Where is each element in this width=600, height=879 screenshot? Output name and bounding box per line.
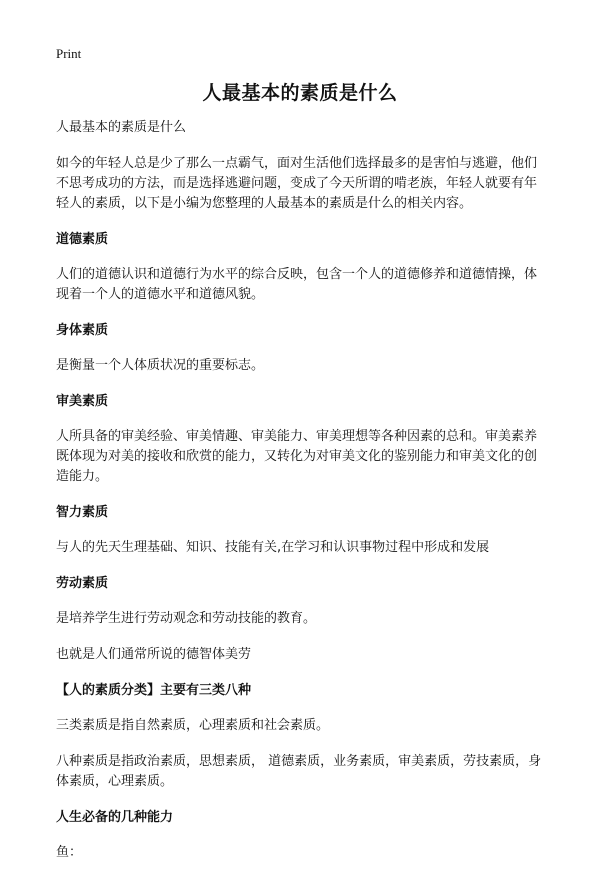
section-heading-intellectual: 智力素质 <box>56 505 109 520</box>
classification-heading: 【人的素质分类】主要有三类八种 <box>56 683 252 698</box>
section-text-intellectual: 与人的先天生理基础、知识、技能有关,在学习和认识事物过程中形成和发展 <box>56 540 490 555</box>
section-heading-moral: 道德素质 <box>56 232 109 247</box>
section-text-moral: 人们的道德认识和道德行为水平的综合反映，包含一个人的道德修养和道德情操，体现着一个人的道德水平和道德风貌。 <box>56 267 538 302</box>
section-heading-aesthetic: 审美素质 <box>56 394 109 409</box>
section-heading-labor: 劳动素质 <box>56 576 109 591</box>
summary-paragraph: 也就是人们通常所说的德智体美劳 <box>56 647 252 662</box>
section-text-aesthetic: 人所具备的审美经验、审美情趣、审美能力、审美理想等各种因素的总和。审美素养既体现为对美的接收和欣赏的能力，又转化为对审美文化的鉴别能力和审美文化的创造能力。 <box>56 429 538 484</box>
abilities-first-item: 鱼： <box>56 845 83 860</box>
section-heading-physical: 身体素质 <box>56 323 109 338</box>
article-body <box>56 118 548 879</box>
abilities-heading: 人生必备的几种能力 <box>56 810 174 825</box>
classification-eight-paragraph: 八种素质是指政治素质，思想素质， 道德素质，业务素质，审美素质，劳技素质，身体素质，心理素质。 <box>56 754 542 789</box>
page-title: 人最基本的素质是什么 <box>202 82 398 104</box>
classification-three-paragraph: 三类素质是指自然素质，心理素质和社会素质。 <box>56 718 330 733</box>
intro-paragraph: 如今的年轻人总是少了那么一点霸气，面对生活他们选择最多的是害怕与逃避，他们不思考成功的方法，而是选择逃避问题，变成了今天所谓的啃老族，年轻人就要有年轻人的素质，以下是小编为您整理的人最基本的素质是什么的相关内容。 <box>56 156 538 211</box>
section-text-physical: 是衡量一个人体质状况的重要标志。 <box>56 358 265 373</box>
section-text-labor: 是培养学生进行劳动观念和劳动技能的教育。 <box>56 611 317 626</box>
article-subtitle: 人最基本的素质是什么 <box>56 120 187 135</box>
print-link[interactable]: Print <box>56 46 82 61</box>
